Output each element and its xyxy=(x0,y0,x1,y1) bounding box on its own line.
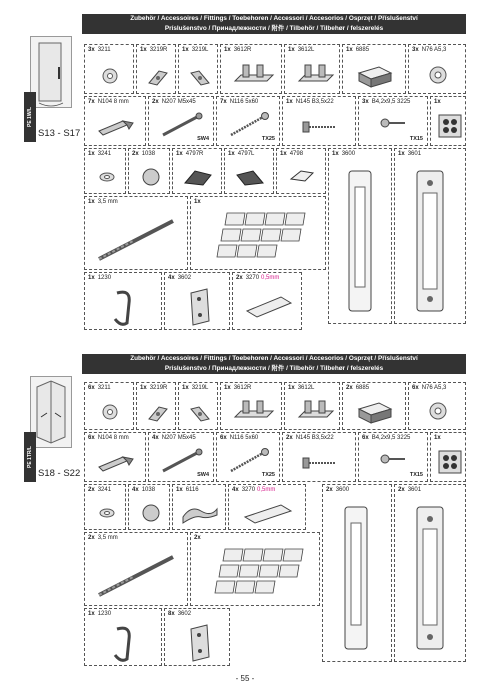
bracket-right-icon xyxy=(145,63,171,89)
bracket-right-icon xyxy=(145,399,171,425)
mounting-plate-icon xyxy=(185,287,215,327)
screw-icon xyxy=(379,113,409,133)
screw-icon xyxy=(379,449,409,469)
shower-corner-image xyxy=(30,376,72,448)
header-line2: Príslušenstvo / Принадлежности / 附件 / Tilbehör / Tilbehør / felszerelés xyxy=(164,25,384,32)
drill-bit-icon xyxy=(93,211,183,267)
panel2-header xyxy=(82,354,466,374)
washer-icon xyxy=(95,167,119,187)
handle-icon xyxy=(409,167,453,317)
cap-icon xyxy=(139,501,163,525)
part-3219L: 1x 3219L xyxy=(178,44,218,94)
screw-icon xyxy=(301,117,341,137)
panel2-range: S18 - S22 xyxy=(38,468,81,479)
bolt-icon xyxy=(157,111,207,139)
hook-icon xyxy=(107,623,143,665)
handle-icon xyxy=(337,503,379,655)
mounting-plate-icon xyxy=(185,623,215,663)
part-tiles: 2x xyxy=(190,532,320,606)
part-3601: 1x 3601 xyxy=(394,148,466,324)
washer-icon xyxy=(97,65,123,87)
part-3270: 2x 3270 0,5mm xyxy=(232,272,302,330)
spacer-strip-icon xyxy=(241,501,297,527)
part-3612L: 1x 3612L xyxy=(284,382,340,430)
panel2-side xyxy=(24,376,80,486)
part-1038: 2x 1038 xyxy=(128,148,170,194)
part-1230: 1x 1230 xyxy=(84,608,162,666)
tool-label: TX15 xyxy=(409,472,423,478)
screw-icon xyxy=(225,111,273,139)
part-4797L: 1x 4797L xyxy=(224,148,274,194)
clip-icon xyxy=(287,165,317,185)
page-number: - 55 - xyxy=(235,674,255,683)
screw-icon xyxy=(301,453,341,473)
cover-plate-icon xyxy=(437,113,463,139)
part-N116: 7x N116 5x60 TX25 xyxy=(216,96,280,146)
part-drill: 2x 3,5 mm xyxy=(84,532,188,606)
panel1-header xyxy=(82,14,466,34)
part-N76: 3x N76 A5,3 xyxy=(408,44,466,94)
wall-plug-icon xyxy=(93,451,141,477)
washer-icon xyxy=(95,503,119,523)
header-line1: Zubehör / Accessoires / Fittings / Toebehoren / Accessori / Accesorios / Osprzęt / Příslušenství xyxy=(130,15,418,22)
part-N116: 6x N116 5x60 TX25 xyxy=(216,432,280,482)
part-1038: 4x 1038 xyxy=(128,484,170,530)
wall-profile-icon xyxy=(293,59,337,91)
end-cap-icon xyxy=(233,165,267,189)
tool-label: SW4 xyxy=(197,136,209,142)
end-cap-icon xyxy=(181,165,215,189)
part-4798: 1x 4798 xyxy=(276,148,326,194)
cap-icon xyxy=(139,165,163,189)
part-3612R: 1x 3612R xyxy=(220,44,282,94)
washer-icon xyxy=(425,63,451,87)
part-6116: 1x 6116 xyxy=(172,484,226,530)
part-3600: 1x 3600 xyxy=(328,148,392,324)
handle-icon xyxy=(409,503,453,655)
part-1230: 1x 1230 xyxy=(84,272,162,330)
part-drill: 1x 3,5 mm xyxy=(84,196,188,270)
bracket-left-icon xyxy=(187,63,213,89)
cover-plate-icon xyxy=(437,449,463,475)
part-6885: 2x 6885 xyxy=(342,382,406,430)
part-N76: 6x N76 A5,3 xyxy=(408,382,466,430)
panel1-side xyxy=(24,36,80,146)
washer-icon xyxy=(425,399,451,423)
part-N145: 1x N145 B3,5x22 xyxy=(282,96,356,146)
part-3602: 4x 3602 xyxy=(164,272,230,330)
sticker-sheet-icon xyxy=(211,209,311,267)
header-line1: Zubehör / Accessoires / Fittings / Toebehoren / Accessori / Accesorios / Osprzęt / Příslušenství xyxy=(130,355,418,362)
wall-plug-icon xyxy=(93,115,141,141)
part-N145: 2x N145 B3,5x22 xyxy=(282,432,356,482)
panel1-range: S13 - S17 xyxy=(38,128,81,139)
tool-label: SW4 xyxy=(197,472,209,478)
wall-profile-icon xyxy=(229,395,277,427)
part-3241: 1x 3241 xyxy=(84,148,126,194)
screw-icon xyxy=(225,447,273,475)
part-3211: 6x 3211 xyxy=(84,382,134,430)
spacer-strip-icon xyxy=(243,291,295,323)
part-3219R: 1x 3219R xyxy=(136,382,176,430)
part-3601: 2x 3601 xyxy=(394,484,466,662)
tool-label: TX25 xyxy=(261,472,275,478)
wall-profile-icon xyxy=(293,395,337,427)
panel2-tab: PE 1TR/L xyxy=(24,432,36,482)
part-N207: 2x N207 M5x45 SW4 xyxy=(148,96,214,146)
part-3241: 2x 3241 xyxy=(84,484,126,530)
part-cover-plate: 1x xyxy=(430,96,466,146)
shower-corner-icon xyxy=(31,377,71,447)
part-4797R: 1x 4797R xyxy=(172,148,222,194)
drill-bit-icon xyxy=(93,547,183,603)
sticker-sheet-icon xyxy=(209,545,309,603)
washer-icon xyxy=(97,401,123,423)
hook-icon xyxy=(107,287,143,329)
part-3219L: 1x 3219L xyxy=(178,382,218,430)
part-3219R: 1x 3219R xyxy=(136,44,176,94)
part-3211: 3x 3211 xyxy=(84,44,134,94)
part-3602: 8x 3602 xyxy=(164,608,230,666)
part-6885: 1x 6885 xyxy=(342,44,406,94)
seal-strip-icon xyxy=(179,501,221,525)
bracket-left-icon xyxy=(187,399,213,425)
part-cover-plate: 1x xyxy=(430,432,466,482)
part-tiles: 1x xyxy=(190,196,326,270)
part-3270: 4x 3270 0,5mm xyxy=(228,484,306,530)
wall-profile-icon xyxy=(229,59,277,91)
part-B42: 3x B4,2x9,5 3225 TX15 xyxy=(358,96,428,146)
tool-label: TX25 xyxy=(261,136,275,142)
header-line2: Príslušenstvo / Принадлежности / 附件 / Tilbehör / Tilbehør / felszerelés xyxy=(164,365,384,372)
handle-icon xyxy=(341,167,381,317)
part-3600: 2x 3600 xyxy=(322,484,392,662)
part-N207: 4x N207 M5x45 SW4 xyxy=(148,432,214,482)
tool-label: TX15 xyxy=(409,136,423,142)
part-3612R: 1x 3612R xyxy=(220,382,282,430)
part-N104: 6x N104 8 mm xyxy=(84,432,146,482)
shower-door-image xyxy=(30,36,72,108)
block-icon xyxy=(355,61,395,89)
part-B42: 6x B4,2x9,5 3225 TX15 xyxy=(358,432,428,482)
block-icon xyxy=(355,397,395,425)
panel1-tab: PE 1W/L xyxy=(24,92,36,142)
part-N104: 7x N104 8 mm xyxy=(84,96,146,146)
part-3612L: 1x 3612L xyxy=(284,44,340,94)
shower-door-icon xyxy=(31,37,71,107)
bolt-icon xyxy=(157,447,207,475)
